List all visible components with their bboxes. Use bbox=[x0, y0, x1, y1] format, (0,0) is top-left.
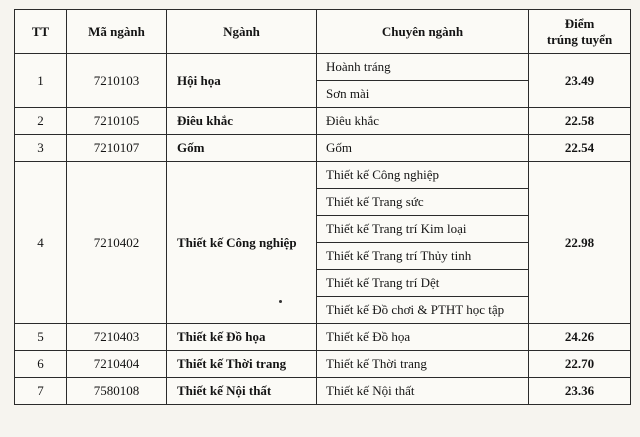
table-row bbox=[15, 108, 631, 135]
cell-chuyen-nganh: Thiết kế Trang trí Kim loại bbox=[317, 216, 529, 243]
cell-tt: 3 bbox=[15, 135, 67, 162]
cell-chuyen-nganh: Thiết kế Thời trang bbox=[317, 351, 529, 378]
table-row bbox=[15, 54, 631, 81]
cell-chuyen-nganh: Gốm bbox=[317, 135, 529, 162]
table-row bbox=[15, 324, 631, 351]
header-ma-nganh: Mã ngành bbox=[67, 10, 167, 54]
cell-diem: 22.70 bbox=[529, 351, 631, 378]
cell-diem: 22.58 bbox=[529, 108, 631, 135]
cell-nganh: Hội họa bbox=[167, 54, 317, 108]
cell-diem: 22.98 bbox=[529, 162, 631, 324]
cell-nganh: Thiết kế Thời trang bbox=[167, 351, 317, 378]
cell-chuyen-nganh: Thiết kế Đồ chơi & PTHT học tập bbox=[317, 297, 529, 324]
cell-tt: 1 bbox=[15, 54, 67, 108]
cell-ma: 7210107 bbox=[67, 135, 167, 162]
cell-tt: 5 bbox=[15, 324, 67, 351]
cell-nganh: Thiết kế Công nghiệp bbox=[167, 162, 317, 324]
admission-scores-table bbox=[14, 9, 631, 405]
cell-nganh: Thiết kế Đồ họa bbox=[167, 324, 317, 351]
cell-nganh: Điêu khắc bbox=[167, 108, 317, 135]
cell-nganh: Thiết kế Nội thất bbox=[167, 378, 317, 405]
table-row bbox=[15, 162, 631, 189]
cell-chuyen-nganh: Thiết kế Công nghiệp bbox=[317, 162, 529, 189]
header-diem-line1: Điểm bbox=[564, 15, 595, 31]
cell-chuyen-nganh: Điêu khắc bbox=[317, 108, 529, 135]
header-row bbox=[15, 10, 631, 54]
cell-ma: 7210402 bbox=[67, 162, 167, 324]
cell-diem: 23.36 bbox=[529, 378, 631, 405]
header-diem-line2: trúng tuyển bbox=[546, 31, 613, 47]
cell-chuyen-nganh: Thiết kế Trang trí Dệt bbox=[317, 270, 529, 297]
table-row bbox=[15, 351, 631, 378]
cell-ma: 7580108 bbox=[67, 378, 167, 405]
cell-ma: 7210105 bbox=[67, 108, 167, 135]
cell-chuyen-nganh: Thiết kế Đồ họa bbox=[317, 324, 529, 351]
stray-dot-mark bbox=[279, 300, 282, 303]
table-row bbox=[15, 135, 631, 162]
cell-ma: 7210404 bbox=[67, 351, 167, 378]
header-nganh: Ngành bbox=[167, 10, 317, 54]
table-row bbox=[15, 378, 631, 405]
cell-chuyen-nganh: Thiết kế Nội thất bbox=[317, 378, 529, 405]
cell-tt: 4 bbox=[15, 162, 67, 324]
header-chuyen-nganh: Chuyên ngành bbox=[317, 10, 529, 54]
header-diem bbox=[529, 10, 631, 54]
cell-diem: 24.26 bbox=[529, 324, 631, 351]
cell-diem: 23.49 bbox=[529, 54, 631, 108]
cell-tt: 6 bbox=[15, 351, 67, 378]
header-tt: TT bbox=[15, 10, 67, 54]
cell-diem: 22.54 bbox=[529, 135, 631, 162]
cell-tt: 7 bbox=[15, 378, 67, 405]
cell-ma: 7210103 bbox=[67, 54, 167, 108]
cell-chuyen-nganh: Thiết kế Trang sức bbox=[317, 189, 529, 216]
cell-ma: 7210403 bbox=[67, 324, 167, 351]
cell-tt: 2 bbox=[15, 108, 67, 135]
cell-nganh: Gốm bbox=[167, 135, 317, 162]
cell-chuyen-nganh: Hoành tráng bbox=[317, 54, 529, 81]
cell-chuyen-nganh: Thiết kế Trang trí Thủy tinh bbox=[317, 243, 529, 270]
cell-chuyen-nganh: Sơn mài bbox=[317, 81, 529, 108]
